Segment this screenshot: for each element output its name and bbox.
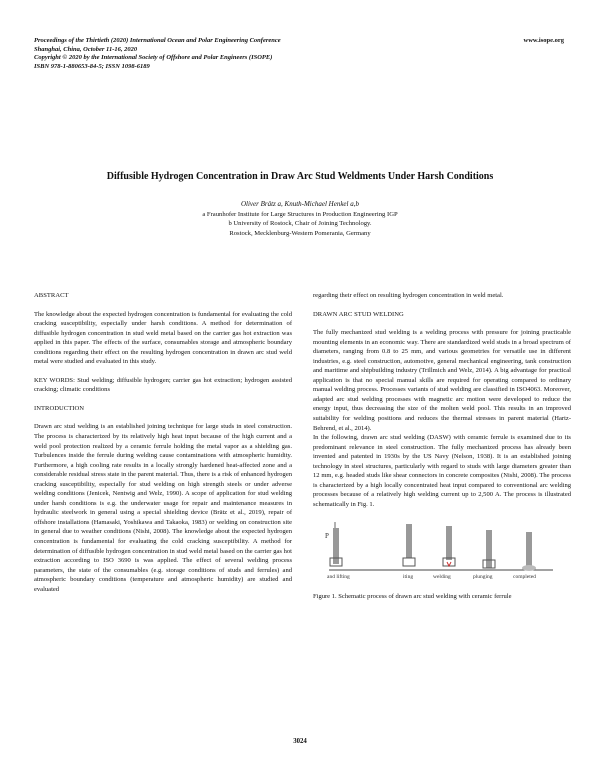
right-column xyxy=(313,291,571,611)
paper-title: Diffusible Hydrogen Concentration in Draw Arc Stud Weldments Under Harsh Conditions xyxy=(106,171,494,182)
figure-1-caption: Figure 1. Schematic process of drawn arc stud welding with ceramic ferrule xyxy=(313,593,512,601)
fig-label-lifting: and lifting xyxy=(327,574,350,581)
keywords: KEY WORDS: Stud welding; diffusible hydrogen; carrier gas hot extraction; hydrogen assisted cracking; climatic conditions xyxy=(34,376,292,394)
fig-label-iting: iting xyxy=(403,574,414,581)
stud-2 xyxy=(406,524,412,558)
header-url[interactable]: www.isope.org xyxy=(523,37,564,44)
affiliation-a: a Fraunhofer Institute for Large Structures in Production Engineering IGP xyxy=(202,210,398,218)
author-block xyxy=(150,200,450,238)
introduction-text: Drawn arc stud welding is an established joining technique for large studs in steel construction. The process is characterized by its relatively high heat input because of the high current and a weld pool protection realized by a ceramic ferrule holding the metal vapor as a shielding gas. Turbulences inside the ferrule during welding cause contaminations with atmospheric humidity. Furthermore, a high cooling rate results in a locally strongly hardened heat-affected zone and a considerable residual stress state in the parent material. Thus, there is a risk of enhanced hydrogen cracking susceptibility, especially for stud welding on high strength steels or under adverse welding conditions (Jenicek, Nentwig and Welz, 1990). A scope of application for stud welding under harsh conditions is e.g. the underwater usage for repair and maintenance measures in hydraulic steelwork in general using a special shielding device (Brätz et al., 2019), repair of offshore installations (Hamasaki, Yoshikawa and Takaoka, 1983) or welding on construction site in general due to weather conditions (Nishi, 2008). The knowledge about the expected hydrogen concentration is fundamental for evaluating the cold cracking susceptibility. A method for determination of diffusible hydrogen concentration in stud weld metal based on the carrier gas hot extraction according to ISO 3690 is was applied. The effect of several welding process parameters, the state of the consumables (e.g. storage conditions of studs and ferrules) and atmospheric boundary conditions (temperature and atmospheric humidity) are studied and evaluated xyxy=(34,423,292,593)
stud-1 xyxy=(333,528,339,564)
fig-label-completed: completed xyxy=(513,574,536,581)
fig-label-plunging: plunging xyxy=(473,574,493,581)
stud-5 xyxy=(526,532,532,568)
affiliation-b: b University of Rostock, Chair of Joining Technology. xyxy=(228,220,372,227)
continued-text: regarding their effect on resulting hydrogen concentration in weld metal. xyxy=(313,292,504,299)
header-line-2: Shanghai, China, October 11-16, 2020 xyxy=(34,45,138,53)
conference-header xyxy=(34,37,494,72)
affiliation-location: Rostock, Mecklenburg-Western Pomerania, Germany xyxy=(229,229,371,237)
header-line-1: Proceedings of the Thirtieth (2020) International Ocean and Polar Engineering Conference xyxy=(34,37,281,44)
header-line-4: ISBN 978-1-880653-84-5; ISSN 1098-6189 xyxy=(34,63,150,71)
stud-4 xyxy=(486,530,492,568)
left-column xyxy=(34,291,292,594)
abstract-text: The knowledge about the expected hydrogen concentration is fundamental for evaluating the cold cracking susceptibility, especially under harsh conditions. A method for determination of diffusible hydrogen concentration in stud weld metal based on the carrier gas hot extraction was applied in this paper. The effects of the surface, consumables storage and atmospheric boundary conditions regarding their effect on the resulting hydrogen concentration in drawn arc stud weld metal were studied and evaluated in this study. xyxy=(34,310,292,366)
figure-1 xyxy=(321,518,561,588)
paragraph-1: The fully mechanized stud welding is a welding process with pressure for joining practicable mounting elements in an economic way. There are standardized weld studs in a broad spectrum of diameters, ranging from 0.8 to 25 mm, and various geometries for versatile use in different industries, e.g. steel construction, automotive, general mechanical engineering, tank construction and maritime and shipbuilding industry (Trillmich and Welz, 2014). A big advantage for practical application is that no special manual skills are required for operating compared to ordinary manual welding process. Processes variants of stud welding are classified in ISO4063. Moreover, adapted arc stud welding processes with magnetic arc motion were developed to reduce the energy input, thus decreasing the size of the molten weld pool. This results in an improved suitability for welding positions and reduces the thermal stresses in parent material (Hartz-Behrend, et al., 2014). xyxy=(313,329,571,432)
paragraph-2: In the following, drawn arc stud welding (DASW) with ceramic ferrule is examined due to its predominant relevance in steel construction. The fully mechanized process has already been invented and patented in 1930s by the US Navy (Nelson, 1938). It is an established joining technology in steel structures, particularly with regard to studs with large diameters greater than 12 mm, e.g. headed studs like shear connectors in concrete composites (Nishi, 2008). The process is characterized by a high locally concentrated heat input compared to conventional arc welding processes because of a relatively high welding current up to 2,500 A. The process is illustrated schematically in Fig. 1. xyxy=(313,434,571,508)
stud-3 xyxy=(446,526,452,560)
fig-label-welding: welding xyxy=(433,574,451,581)
authors: Oliver Brätz a, Knuth-Michael Henkel a,b xyxy=(240,200,359,208)
introduction-heading: INTRODUCTION xyxy=(34,404,85,412)
fig-label-p: P xyxy=(325,532,329,541)
abstract-heading: ABSTRACT xyxy=(34,292,69,299)
header-line-3: Copyright © 2020 by the International Society of Offshore and Polar Engineers (ISOPE) xyxy=(34,54,273,62)
section-heading-dasw: DRAWN ARC STUD WELDING xyxy=(313,310,404,318)
page-number: 3024 xyxy=(293,738,307,745)
